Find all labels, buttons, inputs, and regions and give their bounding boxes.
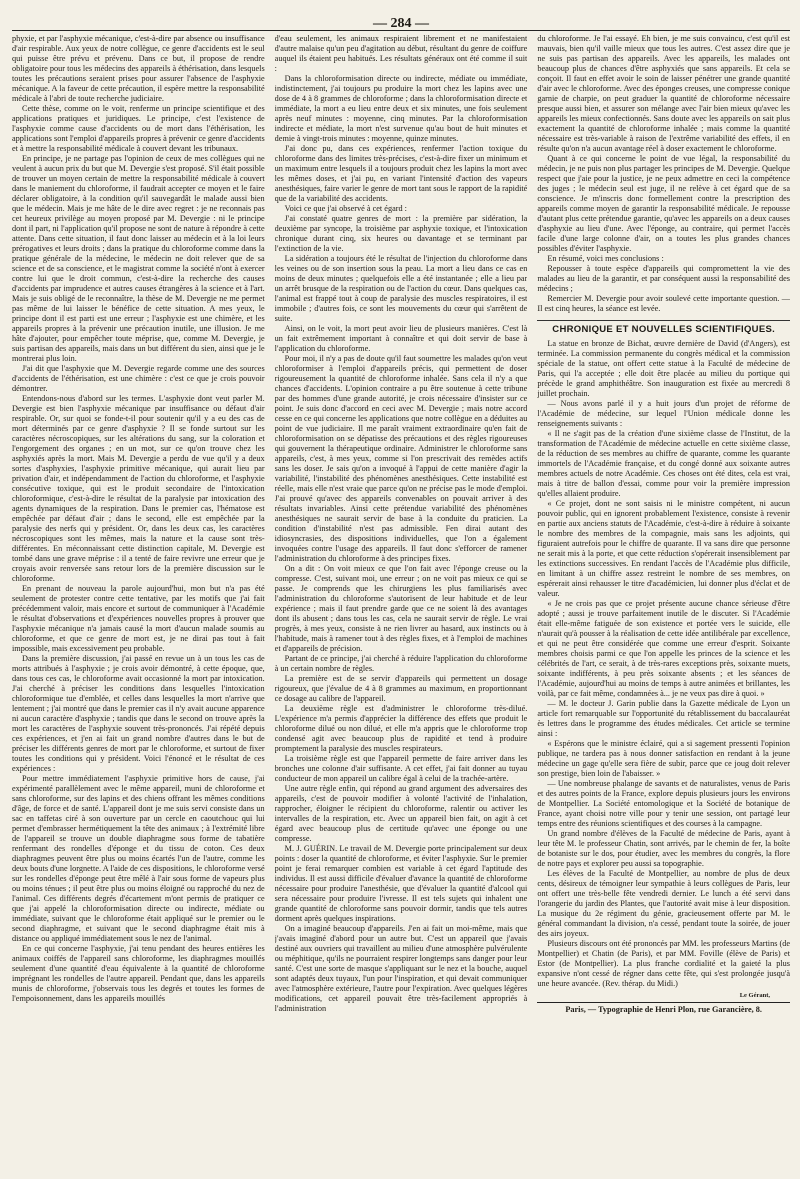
section-title: CHRONIQUE ET NOUVELLES SCIENTIFIQUES. [552, 324, 776, 335]
paragraph: Remercier M. Devergie pour avoir soulevé cette importante question. — Il est cinq heures, la séance est levée. [537, 294, 791, 313]
paragraph: Repousser à toute espèce d'appareils qui compromettent la vie des malades au lieu de la garantir, et par conséquent aussi la responsabilité des médecins ; [537, 264, 791, 293]
paragraph: Ainsi, on le voit, la mort peut avoir lieu de plusieurs manières. C'est là un fait extrêmement important à connaître et qui doit servir de base à l'application du chloroforme. [274, 324, 528, 353]
paragraph: On a imaginé beaucoup d'appareils. J'en ai fait un moi-même, mais que j'avais imaginé d'abord pour un autre but. C'est un appareil que j'avais destiné aux ouvriers qui travaillent au milieu d'une atmosphère pulvérulente ou méphitique, qu'ils ne pourraient respirer longtemps sans danger pour leur santé. C'est une sorte de masque s'appliquant sur le nez et la bouche, auquel sont adaptés deux tuyaux, l'un pour l'inspiration, et qui devait communiquer avec l'atmosphère extérieure, l'autre pour l'expiration. Avec quelques légères modifications, cet appareil pouvait être très-facilement appropriés à l'administration [274, 924, 528, 1013]
paragraph: « Il ne s'agit pas de la création d'une sixième classe de l'Institut, de la transformation de l'Académie de médecine actuelle en cette sixième classe, de la réduction de ses membres au chiffre de quarante, comme les quarante immortels de l'Académie française, et du congé donné aux soixante autres membres actuels de notre Académie. Ces choses ont été dites, cela est vrai, mais à titre de ballon d'essai, comme pour voir la première impression qu'elles allaient produire. [537, 429, 791, 498]
paragraph: En prenant de nouveau la parole aujourd'hui, mon but n'a pas été seulement de protester contre cette tentative, par les motifs que j'ai fait précédemment valoir, mais encore et surtout de communiquer à l'Académie le résultat d'observations et d'expériences nouvelles propres à prouver que l'asphyxie mécanique n'a jamais causé la mort d'aucun malade soumis au chloroforme, et que ce genre de mort est, je ne dirai pas tout à fait impossible, mais excessivement peu probable. [12, 584, 265, 653]
paragraph: d'eau seulement, les animaux respiraient librement et ne manifestaient d'autre malaise qu'un peu d'agitation au début, résultant du genre de coiffure auquel ils étaient peu habitués. Les résultats généraux ont été comme il suit : [274, 34, 528, 73]
column-1 [12, 34, 265, 1149]
paragraph: La première est de se servir d'appareils qui permettent un dosage rigoureux, que j'évalue de 4 à 8 grammes au maximum, en proportionnant ce dosage au calibre de l'appareil. [274, 674, 528, 703]
text-columns [12, 34, 790, 1149]
paragraph: Dans la chloroformisation directe ou indirecte, médiate ou immédiate, indistinctement, j'ai toujours pu produire la mort chez les lapins avec une dose de 4 à 8 grammes de chloroforme ; dans la chloroformisation directe et immédiate, la mort a eu lieu entre deux et six minutes, une fois seulement après neuf minutes : moyenne, cinq minutes. Par la chloroformisation indirecte et médiate, la mort n'est survenue qu'au bout de huit minutes et demie à vingt-trois minutes : moyenne, quinze minutes. [274, 74, 528, 143]
paragraph: La deuxième règle est d'administrer le chloroforme très-dilué. L'expérience m'a permis d'apprécier la différence des effets que produit le chloroforme dilué ou non dilué, et elle m'a appris que le chloroforme trop condensé agit avec beaucoup plus de rapidité et tend à produire promptement la paralysie des muscles respirateurs. [274, 704, 528, 753]
paragraph: La troisième règle est que l'appareil permette de faire arriver dans les bronches une colonne d'air suffisante. A cet effet, j'ai fait donner au tuyau conducteur de mon appareil un calibre égal à celui de la trachée-artère. [274, 754, 528, 783]
paragraph: J'ai donc pu, dans ces expériences, renfermer l'action toxique du chloroforme dans des limites très-précises, c'est-à-dire fixer un minimum et un maximum entre lesquels il a toujours produit chez les lapins la mort avec les mêmes doses, et j'ai pu, en variant l'intensité d'action des vapeurs anesthésiques, faire varier le genre de mort tant sous le rapport de la rapidité que de la variabilité des accidents. [274, 144, 528, 203]
paragraph: Les élèves de la Faculté de Montpellier, au nombre de plus de deux cents, désireux de témoigner leur sympathie à leurs collègues de Paris, leur ont offert une très-belle fête vendredi dernier. Le lunch a été servi dans l'orangerie du jardin des Plantes, que l'autorité avait mise à leur disposition. La musique du 2e régiment du génie, gracieusement offerte par M. le général commandant la division, n'a cessé, pendant toute la soirée, de jouer des airs joyeux. [537, 869, 791, 938]
paragraph: Quant à ce qui concerne le point de vue légal, la responsabilité du médecin, je ne puis non plus partager les principes de M. Devergie. Quelque respect que j'aie pour la justice, je ne peux admettre en ceci la compétence des juges ; le médecin seul est juge, il ne relève à cet égard que de sa conscience. Je m'inscris donc formellement contre la prescription des appareils comme moyen de garantir la responsabilité médicale. Je repousse d'autant plus cette prétendue garantie, qu'avec les appareils on a deux causes d'asphyxie au lieu d'une. Avec l'éponge, au contraire, qui permet l'accès facile d'une large colonne d'air, on a toutes les plus grandes chances possibles d'éviter l'asphyxie. [537, 154, 791, 253]
column-2 [275, 34, 528, 1149]
paragraph: On a dit : On voit mieux ce que l'on fait avec l'éponge creuse ou la compresse. C'est, suivant moi, une erreur ; on ne voit pas mieux ce qui se passe. Je comprends que les chirurgiens les plus familiarisés avec l'administration du chloroforme s'autorisent de leur habitude et de leur expérience ; mais il faut prendre garde que ce ne soient là des avantages dont ils abusent ; dans tous les cas, cela ne saurait servir de règle. Le vrai progrès, à mes yeux, consiste à ne rien livrer au hasard, aux instincts ou à l'habitude, mais à ramener tout à des règles fixes, et à l'emploi de machines et d'appareils de précision. [274, 564, 528, 653]
paragraph: — Une nombreuse phalange de savants et de naturalistes, venus de Paris et des autres points de la France, explore depuis plusieurs jours les environs de Montpellier. La Société entomologique et la Société de botanique de France, ayant choisi notre ville pour y tenir une session, ont partagé leur temps entre des réunions scientifiques et des courses à la campagne. [537, 779, 791, 828]
paragraph: Entendons-nous d'abord sur les termes. L'asphyxie dont veut parler M. Devergie est bien l'asphyxie mécanique par insuffisance ou défaut d'air respirable. Or, sur quoi se fonde-t-il pour soutenir qu'il y a eu des cas de mort déterminés par ce genre d'asphyxie ? Il se fonde surtout sur les caractères nécroscopiques, sur les altérations du sang, sur la coloration et l'engorgement des organes ; en un mot, sur ce qu'on trouve chez les asphyxiés après la mort. Mais M. Devergie a perdu de vue qu'il y a deux sortes d'asphyxies, l'asphyxie primitive mécanique, qui aurait lieu par privation d'air, et indépendamment de l'action du chloroforme, et l'asphyxie consécutive toxique, qui est le produit secondaire de l'intoxication chloroformique, c'est-à-dire le résultat de la paralysie par intoxication des agents dynamiques de la respiration. Dans le premier cas, l'hématose est empêchée par défaut d'air ; dans le second, elle est empêchée par la paralysie des nerfs qui y président. Or, dans les deux cas, les caractères nécroscopiques sont les mêmes, mais la nature et la cause sont très-différentes. En méconnaissant cette distinction capitale, M. Devergie est tombé dans une grave méprise : il a tenté de faire revivre une erreur que je croyais avoir renversée sans retour lors de la première discussion sur le chloroforme. [12, 394, 265, 583]
paragraph: M. J. GUÉRIN. Le travail de M. Devergie porte principalement sur deux points : doser la quantité de chloroforme, et éviter l'asphyxie. Sur le premier point je ferai remarquer combien est variable à cet égard l'aptitude des individus. Il est aussi difficile d'évaluer d'avance la quantité de chloroforme nécessaire pour produire l'anesthésie, que d'évaluer la quantité d'alcool qui sera nécessaire pour produire l'ivresse. Il est tels sujets qui inhalent une grande quantité de chloroforme sans pouvoir dormir, tandis que tels autres dorment après quelques inspirations. [274, 844, 528, 923]
paragraph: Dans la première discussion, j'ai passé en revue un à un tous les cas de morts attribués à l'asphyxie ; je crois avoir démontré, à cette époque, que, dans tous ces cas, le chloroforme avait occasionné la mort par intoxication. J'ai cherché à préciser les conditions dans lesquelles l'intoxication chloroformique tue d'emblée, et celles dans lesquelles la mort n'arrive que lentement ; j'ai montré que dans le premier cas il n'y avait aucune apparence ni aucun caractère d'asphyxie ; tandis que dans le second on trouve après la mort les caractères de l'asphyxie souvent très-prononcés. J'ai répété depuis ces expériences, et j'en ai fait un grand nombre d'autres dans le but de préciser les différents genres de mort par le chloroforme, et surtout de fixer toutes les conditions qui y président. Voici l'énoncé et le résultat de ces expériences : [12, 654, 265, 773]
page-header [12, 8, 790, 34]
paragraph: Partant de ce principe, j'ai cherché à réduire l'application du chloroforme à un certain nombre de règles. [274, 654, 528, 673]
printer-imprint: Paris, — Typographie de Henri Plon, rue Garancière, 8. [565, 1005, 762, 1014]
paragraph: Pour mettre immédiatement l'asphyxie primitive hors de cause, j'ai expérimenté parallèlement avec le même appareil, muni de chloroforme et sans chloroforme, sur des lapins et des chiens offrant les mêmes conditions d'âge, de force et de santé. L'appareil dont je me suis servi consiste dans un sac en taffetas ciré à son ouverture par un cercle en caoutchouc qui lui permet d'embrasser hermétiquement la tête des animaux ; à l'extrémité libre de l'appareil se trouve un double diaphragme sous forme de tabatière renfermant des rondelles d'éponge et du tissu de coton. Ces deux diaphragmes peuvent être plus ou moins écartés l'un de l'autre, comme les deux bouts d'une lorgnette. A l'aide de ces dispositions, le chloroforme versé sur les rondelles d'éponge peut être mêlé à l'air sous forme de vapeurs plus ou moins ténues ; il peut être plus ou moins éloigné ou rapproché du nez de l'animal. Ces différents degrés d'écartement m'ont permis de pratiquer ce que j'ai appelé la chloroformisation directe ou indirecte, médiate ou immédiate, suivant que le chloroforme était appliqué sur le premier ou le second diaphragme, et suivant que le second diaphragme était mis à distance ou appliqué immédiatement sous le nez de l'animal. [12, 774, 265, 943]
paragraph: phyxie, et par l'asphyxie mécanique, c'est-à-dire par absence ou insuffisance d'air respirable. Aux yeux de notre collègue, ce genre d'accidents est le seul qui puisse être prévu et prévenu. Dans ce but, il propose de rendre obligatoire pour tous les médecins des appareils à éthérisation, dans lesquels toutes les précautions seraient prises pour assurer l'absence de l'asphyxie mécanique. A la faveur de cette précaution, il espère mettre la responsabilité médicale à l'abri de toute recherche judiciaire. [12, 34, 265, 103]
paragraph: « Ce projet, dont ne sont saisis ni le ministre compétent, ni aucun pouvoir public, qui en ignorent probablement l'existence, consiste à revenir en partie aux anciens statuts de l'Académie, c'est-à-dire à réduire à soixante le nombre des membres de la compagnie, mais sans les adjoints, qui figuraient autrefois pour le chiffre de quarante. Il va sans dire que personne ne serait mis à la porte, et que cette réduction s'opérerait insensiblement par les extinctions successives. En rendant l'accès de l'Académie plus difficile, en limitant à un chiffre assez restreint le nombre de ses membres, on espérerait ainsi rehausser le titre d'académicien, lui donner plus d'éclat et de valeur. [537, 499, 791, 598]
paragraph: Cette thèse, comme on le voit, renferme un principe scientifique et des applications pratiques et juridiques. Le principe, c'est l'existence de l'asphyxie comme cause d'accidents ou de mort dans l'éthérisation, les applications sont l'emploi d'appareils propres à prévenir ce genre d'accidents et à mettre la responsabilité médicale à couvert devant les tribunaux. [12, 104, 265, 153]
paragraph: — M. le docteur J. Garin publie dans la Gazette médicale de Lyon un article fort remarquable sur l'opportunité du rétablissement du baccalauréat ès lettres dans le programme des études médicales. Cet article se termine ainsi : [537, 699, 791, 738]
paragraph: Plusieurs discours ont été prononcés par MM. les professeurs Martins (de Montpellier) et Chatin (de Paris), et par MM. Foville (élève de Paris) et Estor (de Montpellier). La plus franche cordialité et la gaieté la plus expansive n'ont cessé de régner dans cette fête, qui s'est prolongée jusqu'à une heure avancée. (Rev. thérap. du Midi.) [537, 939, 791, 988]
paragraph: La statue en bronze de Bichat, œuvre dernière de David (d'Angers), est terminée. La commission permanente du congrès médical et la commission spéciale de la statue, ont offert cette statue à la Faculté de médecine de Paris, qui l'a acceptée ; elle doit être placée au milieu du portique qui précède le grand amphithéâtre. Son inauguration est fixée au mercredi 8 juillet prochain. [537, 339, 791, 398]
paragraph: « Espérons que le ministre éclairé, qui a si sagement pressenti l'opinion publique, ne tardera pas à nous donner satisfaction en rendant à la jeune médecine un gage qu'elle sera fière de subir, parce que ce joug doit relever son prestige, bien loin de l'abaisser. » [537, 739, 791, 778]
discussion-end [537, 34, 790, 314]
paragraph: En résumé, voici mes conclusions : [547, 254, 664, 263]
paragraph: Une autre règle enfin, qui répond au grand argument des adversaires des appareils, c'est de pouvoir modifier à volonté l'activité de l'inhalation, rapprocher, éloigner le récipient du chloroforme, ralentir ou activer les intervalles de la respiration, etc. Avec un appareil bien fait, on agit à cet égard avec beaucoup plus de certitude qu'avec une éponge ou une compresse. [274, 784, 528, 843]
paragraph: — Nous avons parlé il y a huit jours d'un projet de réforme de l'Académie de médecine, sur lequel l'Union médicale donne les renseignements suivants : [537, 399, 791, 428]
paragraph: En ce qui concerne l'asphyxie, j'ai tenu pendant des heures entières les animaux coiffés de l'appareil sans chloroforme, les diaphragmes mouillés seulement d'une quantité d'eau équivalente à la quantité de chloroforme imprégnant les rondelles de l'autre appareil. Pendant que, dans les appareils munis de chloroforme, j'observais tous les degrés et toutes les formes de l'empoisonnement, dans les appareils mouillés [12, 944, 265, 1003]
paragraph: En principe, je ne partage pas l'opinion de ceux de mes collègues qui ne veulent à aucun prix du but que M. Devergie s'est proposé. S'il était possible de trouver un moyen certain de mettre la responsabilité médicale à couvert dans le maniement du chloroforme, il faudrait accepter ce moyen et le faire déclarer obligatoire, à la condition qu'il sauvegardât le malade aussi bien que le médecin. Mais je me hâte de le dire avec regret : je ne reconnais pas cet heureux privilège au moyen proposé par M. Devergie : ni le principe dont il part, ni l'application qu'il propose ne sont de nature à répondre à cette attente. Dans cette situation, il faut donc laisser au médecin et à la loi leurs prérogatives et leurs droits ; dans la pratique du chloroforme comme dans la pratique générale de la médecine, le médecin ne doit relever que de sa science et de sa conscience, et le magistrat comme la société n'ont à exercer contre lui que le droit commun, c'est-à-dire la recherche des causes d'accidents par imprudence et autres causes étrangères à la science et à l'art. Mais je suis obligé de le reconnaître, la thèse de M. Devergie ne me permet pas même de lui laisser le bénéfice de cette situation. A mes yeux, le principe dont il est parti est une erreur ; l'asphyxie est une chimère, et les appareils propres à la prévenir une précaution inutile, une illusion. Je me hâte d'ajouter, pour empêcher toute méprise, que, comme M. Devergie, je suis partisan des appareils, mais dans un but différent du sien, ainsi que je le montrerai plus loin. [12, 154, 265, 363]
paragraph: Un grand nombre d'élèves de la Faculté de médecine de Paris, ayant à leur tête M. le professeur Chatin, sont arrivés, par le chemin de fer, la boîte de botaniste sur le dos, pour étudier, avec les membres du congrès, la flore de notre pays et explorer peu aussi sa topographie. [537, 829, 791, 868]
imprint-rule [537, 1002, 790, 1003]
paragraph: Pour moi, il n'y a pas de doute qu'il faut soumettre les malades qu'on veut chloroformiser à l'emploi d'appareils précis, qui permettent de doser rigoureusement la quantité de chloroforme inhalée. Sans cela il n'y a que chances d'accidents. L'opinion contraire a pu être soutenue à cette tribune par des hommes d'une grande autorité, je crois nécessaire d'insister sur ce point. Je suis donc d'accord en ceci avec M. Devergie ; mais notre accord cesse en ce qui concerne les applications que notre collègue en a déduites au point de vue judiciaire. Il me paraît vraiment extraordinaire qu'en fait de chloroformisation on se dépatisse des précautions et des règles rigoureuses qui gouvernent la thérapeutique ordinaire. Administrer le chloroforme sans appareils, c'est, à mes yeux, comme si l'on prescrivait des remèdes actifs sans les doser. Je sais qu'on a invoqué à l'appui de cette manière d'agir la variabilité, l'instabilité des phénomènes anesthésiques. Cette instabilité est réelle, mais elle n'est vraie que parce qu'on ne précise pas le mode d'emploi. J'ai prouvé qu'avec des appareils convenables on pouvait arriver à des résultats invariables. Ainsi cette prétendue variabilité des phénomènes anesthésiques ne saurait servir de base à la conduite du praticien. La condition d'instabilité n'est pas admissible. Fen dirai autant des idiosyncrasies, des dispositions individuelles, que l'on a également invoquées contre l'usage des appareils. Il faut donc s'efforcer de ramener l'administration du chloroforme à des principes fixes. [274, 354, 528, 563]
chronicle-text [537, 339, 790, 989]
column-3 [537, 34, 790, 1149]
section-rule [537, 320, 790, 321]
paragraph: La sidération a toujours été le résultat de l'injection du chloroforme dans les veines ou de son insertion sous la peau. La mort a lieu dans ce cas en moins de deux minutes ; quelquefois elle a été instantanée ; elle a lieu par un arrêt brusque de la respiration ou de l'action du cœur. Dans quelques cas, l'animal est frappé tout à coup de paralysie des muscles respiratoires, il est immobile ; d'autres fois, ce sont les mouvements du cœur qui s'arrêtent de suite. [274, 254, 528, 323]
paragraph: J'ai dit que l'asphyxie que M. Devergie regarde comme une des sources d'accidents de l'éthérisation, est une chimère : c'est ce que je crois pouvoir démontrer. [12, 364, 265, 393]
header-rule [12, 30, 790, 31]
paragraph: du chloroforme. Je l'ai essayé. Eh bien, je me suis convaincu, c'est qu'il est mauvais, bien qu'il vaille mieux que tous les autres. C'est assez dire que je ne suis pas partisan des appareils. Avec les appareils, les malades ont beaucoup plus de chances d'être asphyxiés que sans appareils. Et cela se conçoit. Il faut en effet avoir le soin de laisser pénétrer une grande quantité d'air avec le chloroforme. Avec des éponges creuses, une compresse conique garnie de charpie, on peut graduer la quantité de chloroforme nécessaire presque aussi bien, et assurer son mélange avec l'air bien mieux qu'avec les appareils les mieux confectionnés. Sans doute avec les appareils on sait plus exactement la quantité de chloroforme inhalée ; mais comme la quantité nécessaire est très-variable à raison de l'extrême variabilité des effets, il en résulte qu'on n'a aucun avantage réel à doser exactement le chloroforme. [537, 34, 791, 153]
paragraph: « Je ne crois pas que ce projet présente aucune chance sérieuse d'être adopté ; aussi je trouve parfaitement inutile de le discuter. Si l'Académie était elle-même fatiguée de son existence et portée vers le suicide, elle n'aurait qu'à pousser à la réalisation de cette idée antilibérale par excellence, et qui ne peut être considérée que comme une erreur d'esprit. Soixante membres choisis parmi ce que l'on appelle les princes de la science et les célébrités de l'art, ce serait, à de très-rares exceptions près, soixante muets, soixante indifférents, à peu près soixante absents ; et les séances de l'Académie, aujourd'hui au moins de temps à autre animées et brillantes, les voilà, par ce fait même, condamnées à... je ne veux pas dire à quoi. » [537, 599, 791, 698]
paragraph: J'ai constaté quatre genres de mort : la première par sidération, la deuxième par syncope, la troisième par asphyxie toxique, et l'intoxication chronique durant cinq, six heures ou davantage et se terminant par l'extinction de la vie. [274, 214, 528, 253]
gerant-signature: Le Gérant, [739, 992, 771, 999]
page-number: — 284 — [373, 16, 429, 31]
paragraph: Voici ce que j'ai observé à cet égard : [284, 204, 407, 213]
